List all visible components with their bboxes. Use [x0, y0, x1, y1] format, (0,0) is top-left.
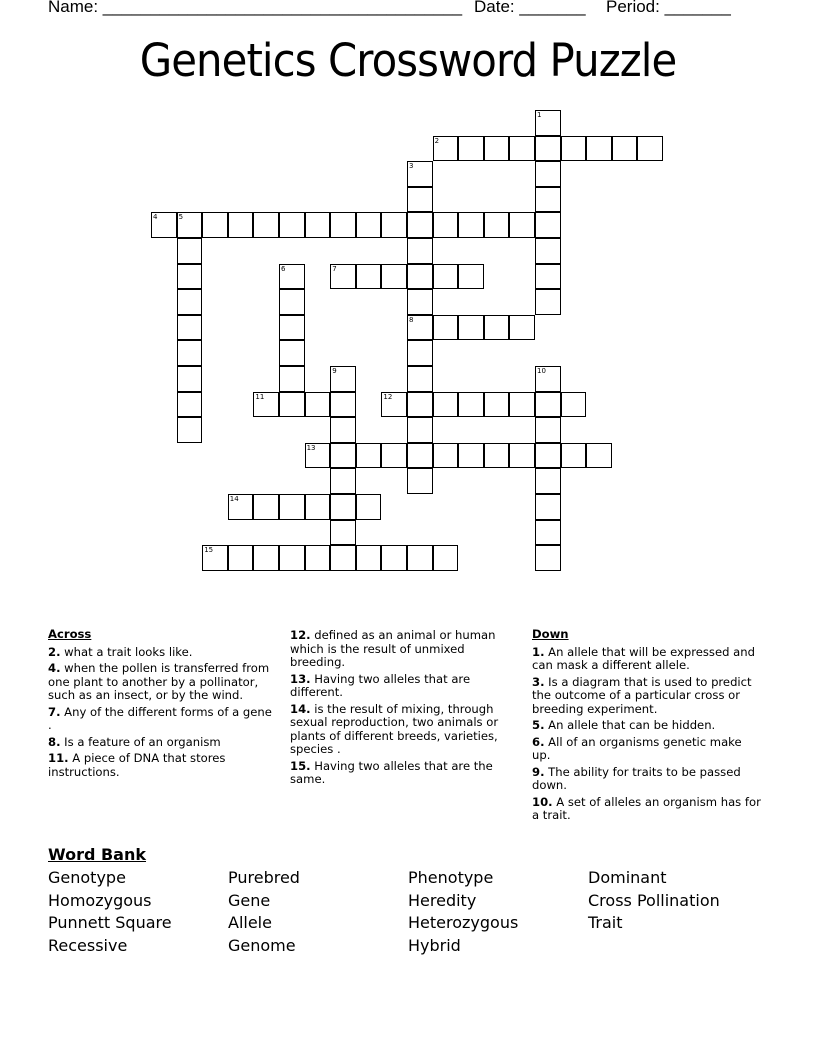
clue-item — [532, 766, 762, 793]
grid-cell[interactable] — [381, 443, 407, 469]
grid-cell[interactable] — [330, 468, 356, 494]
clue-item — [532, 796, 762, 823]
grid-cell[interactable] — [433, 315, 459, 341]
grid-cell[interactable] — [484, 315, 510, 341]
grid-cell[interactable] — [279, 545, 305, 571]
word-bank-item: Allele — [228, 913, 272, 933]
grid-cell[interactable] — [305, 545, 331, 571]
grid-cell[interactable] — [279, 366, 305, 392]
grid-cell[interactable] — [535, 468, 561, 494]
grid-cell[interactable] — [177, 417, 203, 443]
word-bank-column — [228, 867, 300, 957]
grid-cell[interactable] — [407, 443, 433, 469]
clue-text: A set of alleles an organism has for a trait. — [532, 794, 761, 822]
clue-text: All of an organisms genetic make up. — [532, 734, 742, 762]
grid-cell[interactable] — [407, 468, 433, 494]
grid-cell[interactable] — [228, 494, 254, 520]
grid-cell[interactable] — [279, 340, 305, 366]
grid-cell[interactable] — [330, 520, 356, 546]
grid-cell[interactable] — [586, 443, 612, 469]
grid-cell[interactable] — [381, 545, 407, 571]
grid-cell[interactable] — [177, 212, 203, 238]
word-bank-item: Genome — [228, 935, 296, 955]
name-field[interactable]: Name: ______________________________________ — [48, 0, 463, 16]
clue-num: 5. — [532, 718, 545, 732]
clue-text: An allele that can be hidden. — [544, 718, 716, 732]
grid-cell[interactable] — [202, 545, 228, 571]
grid-cell[interactable] — [535, 392, 561, 418]
grid-cell[interactable] — [407, 340, 433, 366]
clue-text: Having two alleles that are the same. — [290, 758, 493, 786]
word-bank-item: Dominant — [588, 868, 667, 887]
clue-text: Having two alleles that are different. — [290, 671, 471, 699]
clue-num: 2. — [48, 644, 61, 659]
grid-cell[interactable] — [561, 443, 587, 469]
clue-item — [48, 646, 278, 660]
grid-cell[interactable] — [407, 212, 433, 238]
grid-cell[interactable] — [330, 443, 356, 469]
clue-num: 4. — [48, 661, 61, 675]
grid-cell[interactable] — [535, 545, 561, 571]
clue-num: 12. — [290, 628, 311, 642]
grid-cell[interactable] — [458, 315, 484, 341]
clue-number: 11 — [255, 392, 265, 401]
grid-cell[interactable] — [458, 136, 484, 162]
clue-num: 11. — [48, 751, 69, 765]
clue-number: 10 — [537, 367, 546, 375]
grid-cell[interactable] — [279, 264, 305, 290]
down-clues — [532, 628, 762, 826]
grid-cell[interactable] — [177, 315, 203, 341]
grid-cell[interactable] — [279, 494, 305, 520]
grid-cell[interactable] — [509, 392, 535, 418]
clue-number: 15 — [204, 546, 214, 555]
grid-cell[interactable] — [612, 136, 638, 162]
clue-number: 14 — [229, 495, 239, 503]
word-bank-item: Phenotype — [408, 868, 494, 887]
grid-cell[interactable] — [433, 545, 459, 571]
clue-item — [290, 760, 520, 787]
grid-cell[interactable] — [407, 264, 433, 290]
grid-cell[interactable] — [356, 443, 382, 469]
clue-text: An allele that will be expressed and can mask a different allele. — [532, 644, 755, 672]
grid-cell[interactable] — [561, 136, 587, 162]
grid-cell[interactable] — [637, 136, 663, 162]
grid-cell[interactable] — [509, 212, 535, 238]
grid-cell[interactable] — [458, 392, 484, 418]
grid-cell[interactable] — [177, 264, 203, 290]
clue-item — [48, 706, 278, 733]
grid-cell[interactable] — [535, 264, 561, 290]
word-bank-item: Recessive — [48, 935, 128, 955]
grid-cell[interactable] — [330, 494, 356, 520]
down-heading: Down — [532, 627, 569, 641]
grid-cell[interactable] — [535, 187, 561, 213]
word-bank-column — [408, 867, 518, 957]
grid-cell[interactable] — [535, 212, 561, 238]
word-bank-item: Hybrid — [408, 935, 461, 955]
date-field[interactable]: Date: _______ — [474, 0, 586, 16]
grid-cell[interactable] — [407, 289, 433, 315]
grid-cell[interactable] — [535, 110, 561, 136]
clue-num: 7. — [48, 704, 61, 719]
grid-cell[interactable] — [433, 136, 459, 162]
clue-text: what a trait looks like. — [60, 644, 193, 659]
clue-item — [532, 719, 762, 733]
grid-cell[interactable] — [381, 212, 407, 238]
clue-num: 9. — [532, 764, 545, 779]
grid-cell[interactable] — [407, 161, 433, 187]
word-bank-item: Gene — [228, 890, 271, 910]
clue-text: Is a feature of an organism — [60, 734, 221, 749]
grid-cell[interactable] — [177, 340, 203, 366]
grid-cell[interactable] — [509, 315, 535, 341]
grid-cell[interactable] — [279, 392, 305, 418]
word-bank-item: Trait — [588, 913, 623, 933]
word-bank-item: Purebred — [228, 868, 300, 887]
clue-number: 3 — [409, 162, 414, 171]
grid-cell[interactable] — [279, 315, 305, 341]
grid-cell[interactable] — [253, 212, 279, 238]
across-clues-col1 — [48, 628, 278, 782]
clue-number: 1 — [537, 111, 542, 119]
grid-cell[interactable] — [433, 264, 459, 290]
grid-cell[interactable] — [535, 494, 561, 520]
clue-num: 6. — [532, 734, 545, 749]
across-clues-col2 — [290, 629, 520, 790]
grid-cell[interactable] — [330, 212, 356, 238]
grid-cell[interactable] — [535, 366, 561, 392]
grid-cell[interactable] — [484, 136, 510, 162]
grid-cell[interactable] — [535, 417, 561, 443]
grid-cell[interactable] — [535, 136, 561, 162]
clue-item — [48, 662, 278, 703]
grid-cell[interactable] — [535, 520, 561, 546]
grid-cell[interactable] — [458, 264, 484, 290]
grid-cell[interactable] — [535, 238, 561, 264]
grid-cell[interactable] — [151, 212, 177, 238]
clue-item — [532, 646, 762, 673]
period-field[interactable]: Period: _______ — [606, 0, 731, 16]
word-bank-item: Homozygous — [48, 890, 152, 910]
clue-number: 2 — [434, 136, 440, 145]
across-heading: Across — [48, 627, 92, 641]
grid-cell[interactable] — [407, 417, 433, 443]
grid-cell[interactable] — [177, 366, 203, 392]
grid-cell[interactable] — [330, 264, 356, 290]
grid-cell[interactable] — [330, 417, 356, 443]
clue-num: 15. — [290, 758, 311, 773]
clue-num: 8. — [48, 734, 61, 749]
grid-cell[interactable] — [433, 212, 459, 238]
word-bank-item: Cross Pollination — [588, 890, 720, 910]
clue-text: Is a diagram that is used to predict the outcome of a particular cross or breeding experiment. — [532, 674, 752, 716]
clue-number: 13 — [306, 443, 316, 452]
grid-cell[interactable] — [305, 212, 331, 238]
clue-num: 14. — [290, 701, 311, 716]
word-bank-item: Heterozygous — [408, 913, 519, 933]
grid-cell[interactable] — [561, 392, 587, 418]
grid-cell[interactable] — [305, 494, 331, 520]
grid-cell[interactable] — [177, 238, 203, 264]
grid-cell[interactable] — [407, 238, 433, 264]
grid-cell[interactable] — [177, 392, 203, 418]
grid-cell[interactable] — [228, 545, 254, 571]
clue-item — [290, 703, 520, 757]
grid-cell[interactable] — [407, 545, 433, 571]
grid-cell[interactable] — [535, 443, 561, 469]
word-bank-item: Genotype — [48, 868, 126, 887]
grid-cell[interactable] — [356, 264, 382, 290]
grid-cell[interactable] — [330, 366, 356, 392]
clue-num: 1. — [532, 644, 545, 659]
word-bank-column — [48, 867, 172, 957]
grid-cell[interactable] — [433, 443, 459, 469]
grid-cell[interactable] — [253, 545, 279, 571]
grid-cell[interactable] — [330, 545, 356, 571]
clue-number: 8 — [409, 315, 414, 324]
clue-text: when the pollen is transferred from one plant to another by a pollinator, such as an insect, or by the wind. — [48, 661, 270, 702]
grid-cell[interactable] — [484, 392, 510, 418]
grid-cell[interactable] — [509, 443, 535, 469]
clue-number: 9 — [332, 367, 337, 375]
word-bank-heading: Word Bank — [48, 845, 147, 864]
grid-cell[interactable] — [458, 212, 484, 238]
clue-item — [48, 752, 278, 779]
clue-item — [532, 676, 762, 717]
grid-cell[interactable] — [305, 392, 331, 418]
grid-cell[interactable] — [305, 443, 331, 469]
clue-item — [48, 736, 278, 750]
clue-num: 3. — [532, 674, 545, 689]
clue-text: The ability for traits to be passed down. — [532, 764, 741, 792]
clue-text: defined as an animal or human which is the result of unmixed breeding. — [290, 628, 496, 669]
grid-cell[interactable] — [356, 494, 382, 520]
grid-cell[interactable] — [535, 289, 561, 315]
grid-cell[interactable] — [381, 264, 407, 290]
grid-cell[interactable] — [228, 212, 254, 238]
page-title: Genetics Crossword Puzzle — [139, 34, 677, 87]
clue-text: is the result of mixing, through sexual reproduction, two animals or plants of different breeds, varieties, species . — [290, 701, 499, 756]
word-bank-item: Heredity — [408, 890, 477, 910]
clue-item — [290, 629, 520, 670]
grid-cell[interactable] — [586, 136, 612, 162]
grid-cell[interactable] — [177, 289, 203, 315]
grid-cell[interactable] — [253, 494, 279, 520]
clue-num: 10. — [532, 794, 553, 809]
grid-cell[interactable] — [356, 545, 382, 571]
clue-item — [532, 736, 762, 763]
grid-cell[interactable] — [279, 289, 305, 315]
grid-cell[interactable] — [509, 136, 535, 162]
grid-cell[interactable] — [407, 392, 433, 418]
clue-number: 12 — [383, 392, 393, 401]
clue-number: 5 — [178, 213, 184, 222]
clue-number: 6 — [281, 264, 286, 273]
clue-item — [290, 673, 520, 700]
grid-cell[interactable] — [407, 315, 433, 341]
word-bank-item: Punnett Square — [48, 913, 172, 933]
clue-text: Any of the different forms of a gene . — [48, 704, 272, 732]
grid-cell[interactable] — [381, 392, 407, 418]
grid-cell[interactable] — [433, 392, 459, 418]
clue-number: 4 — [153, 213, 158, 222]
grid-cell[interactable] — [484, 443, 510, 469]
grid-cell[interactable] — [458, 443, 484, 469]
grid-cell[interactable] — [356, 212, 382, 238]
grid-cell[interactable] — [484, 212, 510, 238]
clue-text: A piece of DNA that stores instructions. — [48, 751, 226, 779]
grid-cell[interactable] — [330, 392, 356, 418]
grid-cell[interactable] — [279, 212, 305, 238]
grid-cell[interactable] — [407, 366, 433, 392]
clue-num: 13. — [290, 671, 311, 686]
grid-cell[interactable] — [407, 187, 433, 213]
word-bank-column — [588, 867, 720, 935]
clue-number: 7 — [332, 264, 337, 273]
grid-cell[interactable] — [253, 392, 279, 418]
grid-cell[interactable] — [535, 161, 561, 187]
grid-cell[interactable] — [202, 212, 228, 238]
